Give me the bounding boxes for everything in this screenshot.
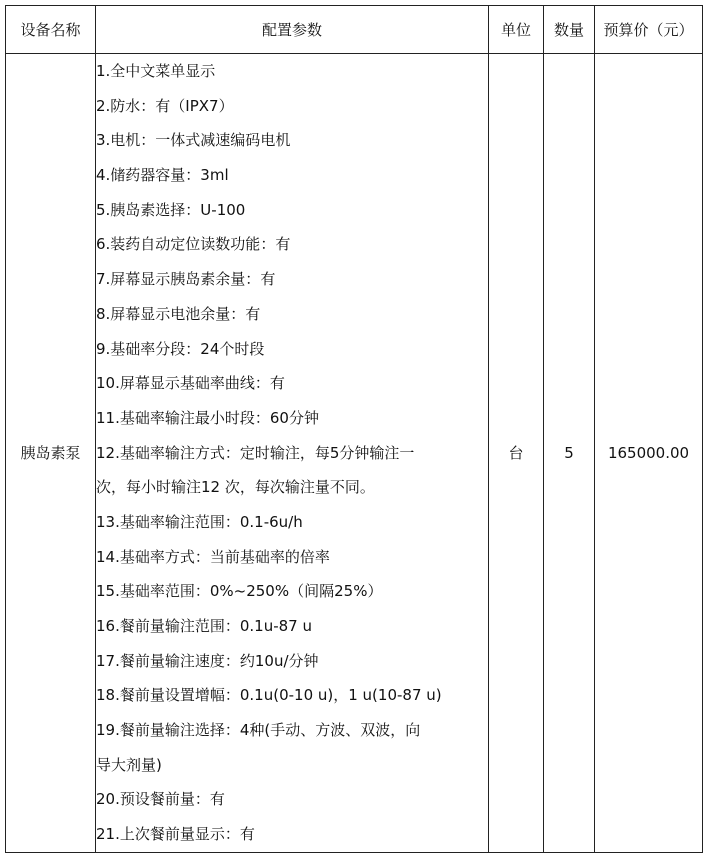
param-line: 18.餐前量设置增幅：0.1u(0-10 u)，1 u(10-87 u) — [96, 686, 442, 705]
header-row — [6, 6, 703, 54]
header-unit: 单位 — [489, 6, 544, 54]
param-line: 10.屏幕显示基础率曲线：有 — [96, 374, 285, 393]
budget-price-cell: 165000.00 — [595, 54, 703, 853]
param-line: 19.餐前量输注选择：4种(手动、方波、双波，向 — [96, 721, 421, 740]
config-params-cell — [96, 54, 489, 853]
param-line: 17.餐前量输注速度：约10u/分钟 — [96, 651, 319, 670]
param-line: 6.装药自动定位读数功能：有 — [96, 235, 291, 254]
quantity-cell: 5 — [544, 54, 595, 853]
header-quantity: 数量 — [544, 6, 595, 54]
param-line: 21.上次餐前量显示：有 — [96, 825, 255, 844]
equipment-spec-table — [5, 5, 703, 853]
param-line: 12.基础率输注方式：定时输注，每5分钟输注一 — [96, 443, 415, 462]
table-row — [6, 54, 703, 853]
param-line: 15.基础率范围：0%~250%（间隔25%） — [96, 582, 383, 601]
param-line: 1.全中文菜单显示 — [96, 62, 216, 80]
param-line: 导大剂量) — [96, 755, 162, 774]
header-budget-price: 预算价（元） — [595, 6, 703, 54]
param-line: 20.预设餐前量：有 — [96, 790, 225, 809]
param-line: 4.储药器容量：3ml — [96, 166, 229, 185]
param-line: 14.基础率方式：当前基础率的倍率 — [96, 547, 330, 566]
header-equipment-name: 设备名称 — [6, 6, 96, 54]
equipment-name-cell: 胰岛素泵 — [6, 54, 96, 853]
header-config-params: 配置参数 — [96, 6, 489, 54]
param-line: 11.基础率输注最小时段：60分钟 — [96, 408, 319, 427]
param-line: 16.餐前量输注范围：0.1u-87 u — [96, 617, 312, 635]
param-line: 13.基础率输注范围：0.1-6u/h — [96, 512, 303, 531]
param-line: 9.基础率分段：24个时段 — [96, 339, 265, 358]
param-line: 5.胰岛素选择：U-100 — [96, 200, 246, 219]
param-line: 8.屏幕显示电池余量：有 — [96, 304, 261, 323]
unit-cell: 台 — [489, 54, 544, 853]
param-line: 3.电机：一体式减速编码电机 — [96, 131, 291, 150]
param-line: 次，每小时输注12 次，每次输注量不同。 — [96, 478, 375, 497]
param-line: 7.屏幕显示胰岛素余量：有 — [96, 270, 276, 289]
param-line: 2.防水：有（IPX7） — [96, 96, 234, 115]
